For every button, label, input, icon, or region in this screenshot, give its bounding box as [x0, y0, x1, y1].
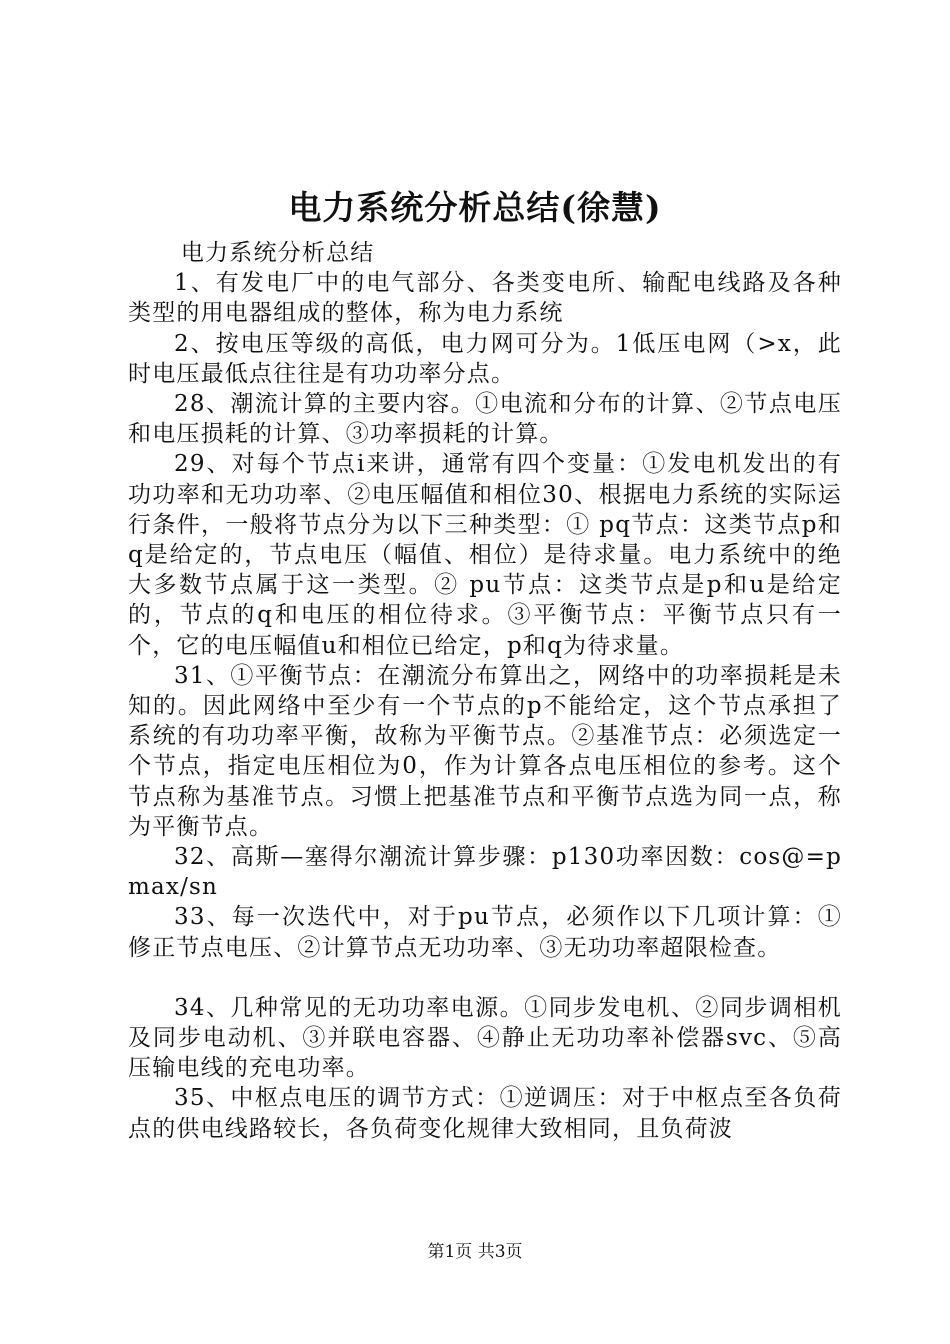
paragraph-31: 31、①平衡节点：在潮流分布算出之，网络中的功率损耗是未知的。因此网络中至少有一个节点的p不能给定，这个节点承担了系统的有功功率平衡，故称为平衡节点。②基准节点：必须选定一个节点，指定电压相位为0，作为计算各点电压相位的参考。这个节点称为基准节点。习惯上把基准节点和平衡节点选为同一点，称为平衡节点。 [128, 662, 842, 840]
page-indicator: 第1页 共3页 [427, 1242, 523, 1262]
document-subtitle: 电力系统分析总结 [180, 240, 375, 266]
paragraph-35: 35、中枢点电压的调节方式：①逆调压：对于中枢点至各负荷点的供电线路较长，各负荷变化规律大致相同，且负荷波 [128, 1085, 842, 1142]
paragraph-33: 33、每一次迭代中，对于pu节点，必须作以下几项计算：①修正节点电压、②计算节点无功功率、③无功功率超限检查。 [128, 904, 842, 961]
paragraph-29-30: 29、对每个节点i来讲，通常有四个变量：①发电机发出的有功功率和无功功率、②电压幅值和相位30、根据电力系统的实际运行条件，一般将节点分为以下三种类型：① pq节点：这类节点p和q是给定的，节点电压（幅值、相位）是待求量。电力系统中的绝大多数节点属于这一类型。② pu节点：这类节点是p和u是给定的，节点的q和电压的相位待求。③平衡节点：平衡节点只有一个，它的电压幅值u和相位已给定，p和q为待求量。 [128, 451, 842, 659]
paragraph-28: 28、潮流计算的主要内容。①电流和分布的计算、②节点电压和电压损耗的计算、③功率损耗的计算。 [128, 391, 842, 448]
document-title: 电力系统分析总结(徐慧) [288, 188, 662, 227]
paragraph-34: 34、几种常见的无功功率电源。①同步发电机、②同步调相机及同步电动机、③并联电容器、④静止无功功率补偿器svc、⑤高压输电线的充电功率。 [128, 994, 842, 1082]
document-body [128, 238, 842, 1144]
paragraph-2: 2、按电压等级的高低，电力网可分为。1低压电网（>x，此时电压最低点往往是有功功率分点。 [128, 330, 842, 387]
paragraph-32: 32、高斯—塞得尔潮流计算步骤：p130功率因数：cos@=pmax/sn [128, 844, 842, 901]
paragraph-1: 1、有发电厂中的电气部分、各类变电所、输配电线路及各种类型的用电器组成的整体，称为电力系统 [128, 270, 842, 327]
